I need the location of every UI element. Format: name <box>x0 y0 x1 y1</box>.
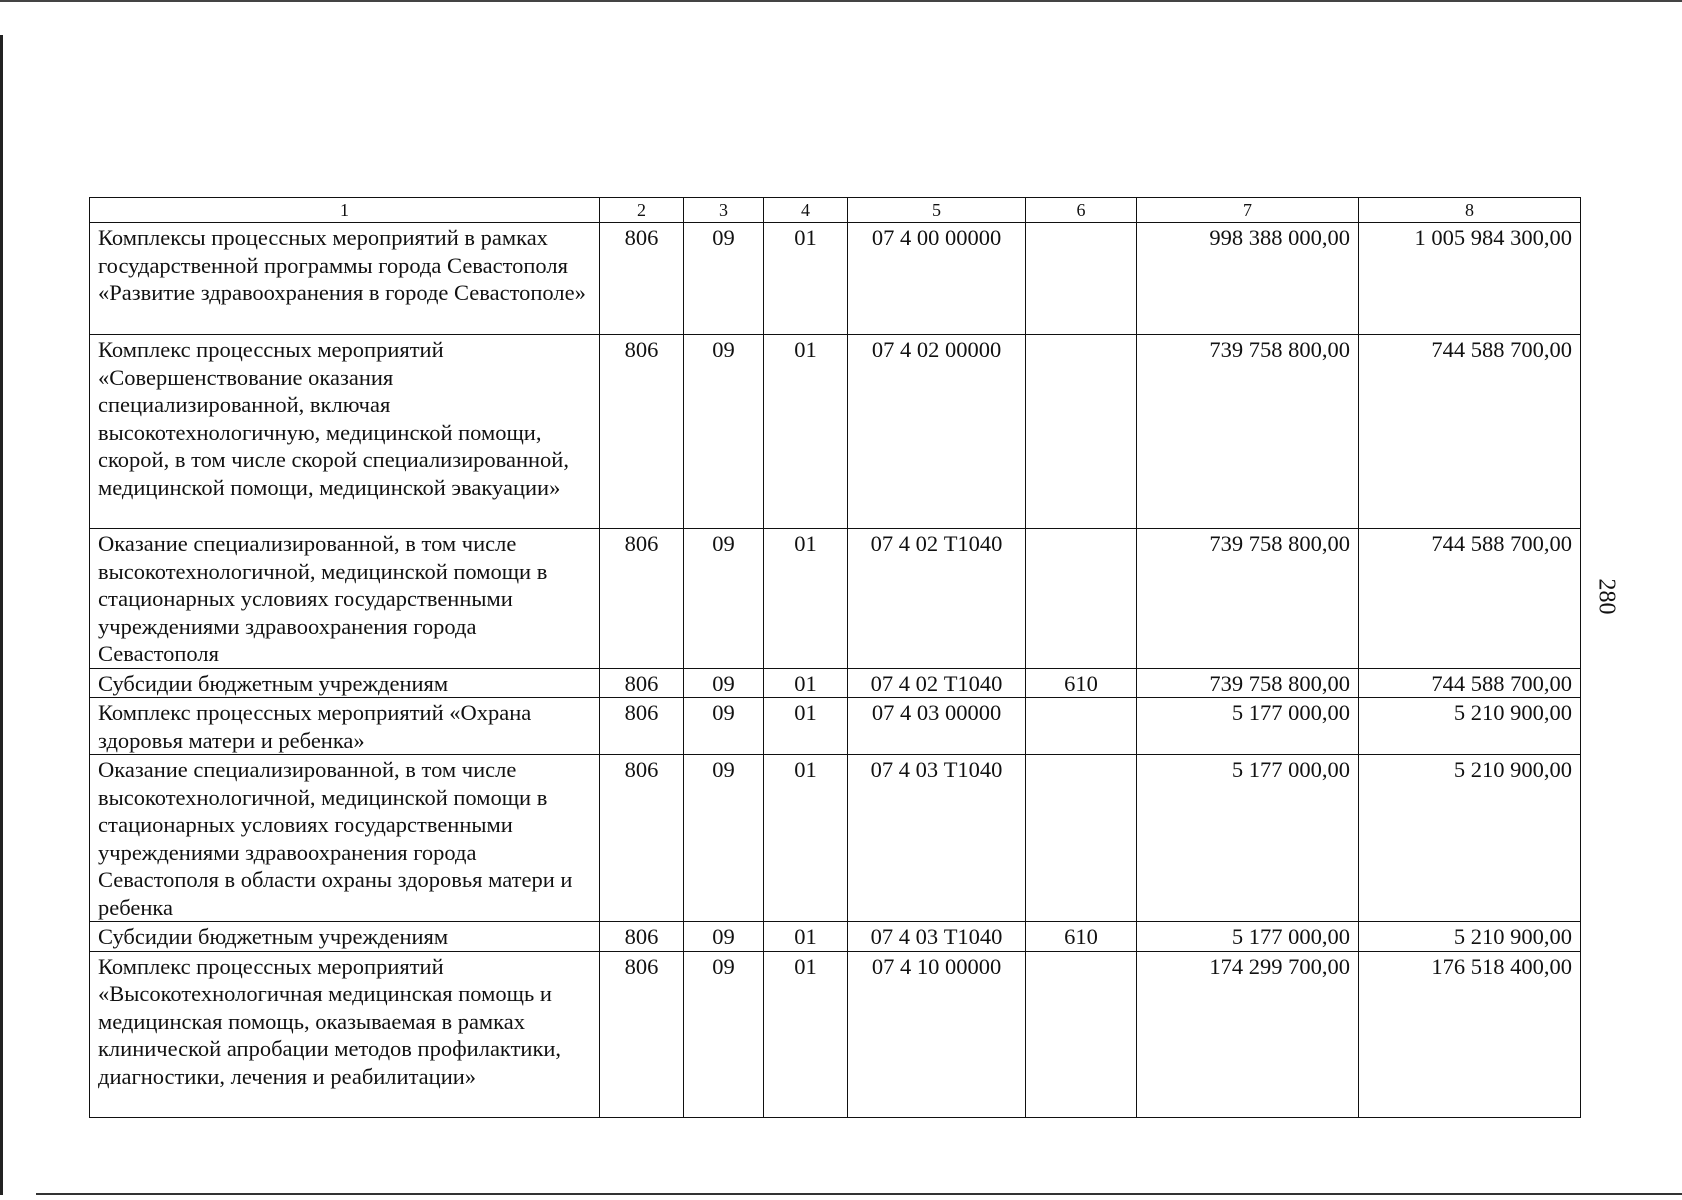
row-vr: 610 <box>1026 668 1137 698</box>
header-cell: 2 <box>600 198 684 223</box>
row-pr: 01 <box>764 698 848 755</box>
row-vr <box>1026 223 1137 335</box>
scan-edge-left <box>0 35 3 1195</box>
row-csr: 07 4 02 00000 <box>848 335 1026 529</box>
row-ved: 806 <box>600 755 684 922</box>
header-cell: 8 <box>1359 198 1581 223</box>
row-pr: 01 <box>764 922 848 952</box>
row-amount-2: 1 005 984 300,00 <box>1359 223 1581 335</box>
row-name: Комплексы процессных мероприятий в рамках государственной программы города Севастополя «Развитие здравоохранения в городе Севастополе» <box>90 223 600 335</box>
row-rz: 09 <box>684 223 764 335</box>
row-csr: 07 4 02 Т1040 <box>848 668 1026 698</box>
row-name: Оказание специализированной, в том числе высокотехнологичной, медицинской помощи в стационарных условиях государственными учреждениями здравоохранения города Севастополя <box>90 529 600 669</box>
table-row <box>90 529 1581 669</box>
row-ved: 806 <box>600 922 684 952</box>
row-ved: 806 <box>600 698 684 755</box>
row-rz: 09 <box>684 668 764 698</box>
row-amount-2: 5 210 900,00 <box>1359 922 1581 952</box>
row-vr <box>1026 335 1137 529</box>
row-vr <box>1026 529 1137 669</box>
row-amount-1: 998 388 000,00 <box>1137 223 1359 335</box>
table-row <box>90 668 1581 698</box>
row-amount-2: 5 210 900,00 <box>1359 755 1581 922</box>
row-rz: 09 <box>684 922 764 952</box>
row-amount-2: 5 210 900,00 <box>1359 698 1581 755</box>
table-row <box>90 335 1581 529</box>
row-pr: 01 <box>764 335 848 529</box>
row-amount-1: 739 758 800,00 <box>1137 668 1359 698</box>
row-amount-1: 739 758 800,00 <box>1137 529 1359 669</box>
row-ved: 806 <box>600 668 684 698</box>
scan-edge-top <box>0 0 1682 2</box>
row-csr: 07 4 03 00000 <box>848 698 1026 755</box>
row-pr: 01 <box>764 668 848 698</box>
row-csr: 07 4 03 Т1040 <box>848 755 1026 922</box>
row-rz: 09 <box>684 529 764 669</box>
row-name: Комплекс процессных мероприятий «Охрана здоровья матери и ребенка» <box>90 698 600 755</box>
header-cell: 5 <box>848 198 1026 223</box>
row-rz: 09 <box>684 335 764 529</box>
row-name: Субсидии бюджетным учреждениям <box>90 668 600 698</box>
row-amount-1: 5 177 000,00 <box>1137 922 1359 952</box>
row-vr <box>1026 698 1137 755</box>
table-row <box>90 922 1581 952</box>
scan-edge-bottom <box>36 1193 1682 1195</box>
row-amount-1: 5 177 000,00 <box>1137 698 1359 755</box>
row-name: Оказание специализированной, в том числе высокотехнологичной, медицинской помощи в стационарных условиях государственными учреждениями здравоохранения города Севастополя в области охраны здоровья матери и ребенка <box>90 755 600 922</box>
row-vr: 610 <box>1026 922 1137 952</box>
row-amount-1: 739 758 800,00 <box>1137 335 1359 529</box>
row-pr: 01 <box>764 951 848 1117</box>
row-pr: 01 <box>764 223 848 335</box>
row-amount-2: 744 588 700,00 <box>1359 668 1581 698</box>
row-vr <box>1026 951 1137 1117</box>
row-vr <box>1026 755 1137 922</box>
row-ved: 806 <box>600 951 684 1117</box>
row-csr: 07 4 00 00000 <box>848 223 1026 335</box>
header-cell: 1 <box>90 198 600 223</box>
header-cell: 6 <box>1026 198 1137 223</box>
table-row <box>90 223 1581 335</box>
row-csr: 07 4 03 Т1040 <box>848 922 1026 952</box>
header-cell: 7 <box>1137 198 1359 223</box>
header-cell: 3 <box>684 198 764 223</box>
row-rz: 09 <box>684 698 764 755</box>
row-name: Комплекс процессных мероприятий «Высокотехнологичная медицинская помощь и медицинская помощь, оказываемая в рамках клинической апробации методов профилактики, диагностики, лечения и реабилитации» <box>90 951 600 1117</box>
row-amount-2: 176 518 400,00 <box>1359 951 1581 1117</box>
row-ved: 806 <box>600 529 684 669</box>
row-ved: 806 <box>600 223 684 335</box>
row-pr: 01 <box>764 755 848 922</box>
row-amount-1: 5 177 000,00 <box>1137 755 1359 922</box>
row-amount-1: 174 299 700,00 <box>1137 951 1359 1117</box>
row-name: Субсидии бюджетным учреждениям <box>90 922 600 952</box>
row-rz: 09 <box>684 951 764 1117</box>
row-name: Комплекс процессных мероприятий «Совершенствование оказания специализированной, включая высокотехнологичную, медицинской помощи, скорой, в том числе скорой специализированной, медицинской помощи, медицинской эвакуации» <box>90 335 600 529</box>
row-rz: 09 <box>684 755 764 922</box>
row-csr: 07 4 02 Т1040 <box>848 529 1026 669</box>
row-ved: 806 <box>600 335 684 529</box>
header-row <box>90 198 1581 223</box>
table-row <box>90 755 1581 922</box>
row-pr: 01 <box>764 529 848 669</box>
row-csr: 07 4 10 00000 <box>848 951 1026 1117</box>
budget-table <box>89 197 1581 1118</box>
table-row <box>90 698 1581 755</box>
page-number: 280 <box>1593 578 1620 615</box>
row-amount-2: 744 588 700,00 <box>1359 335 1581 529</box>
row-amount-2: 744 588 700,00 <box>1359 529 1581 669</box>
table-row <box>90 951 1581 1117</box>
header-cell: 4 <box>764 198 848 223</box>
